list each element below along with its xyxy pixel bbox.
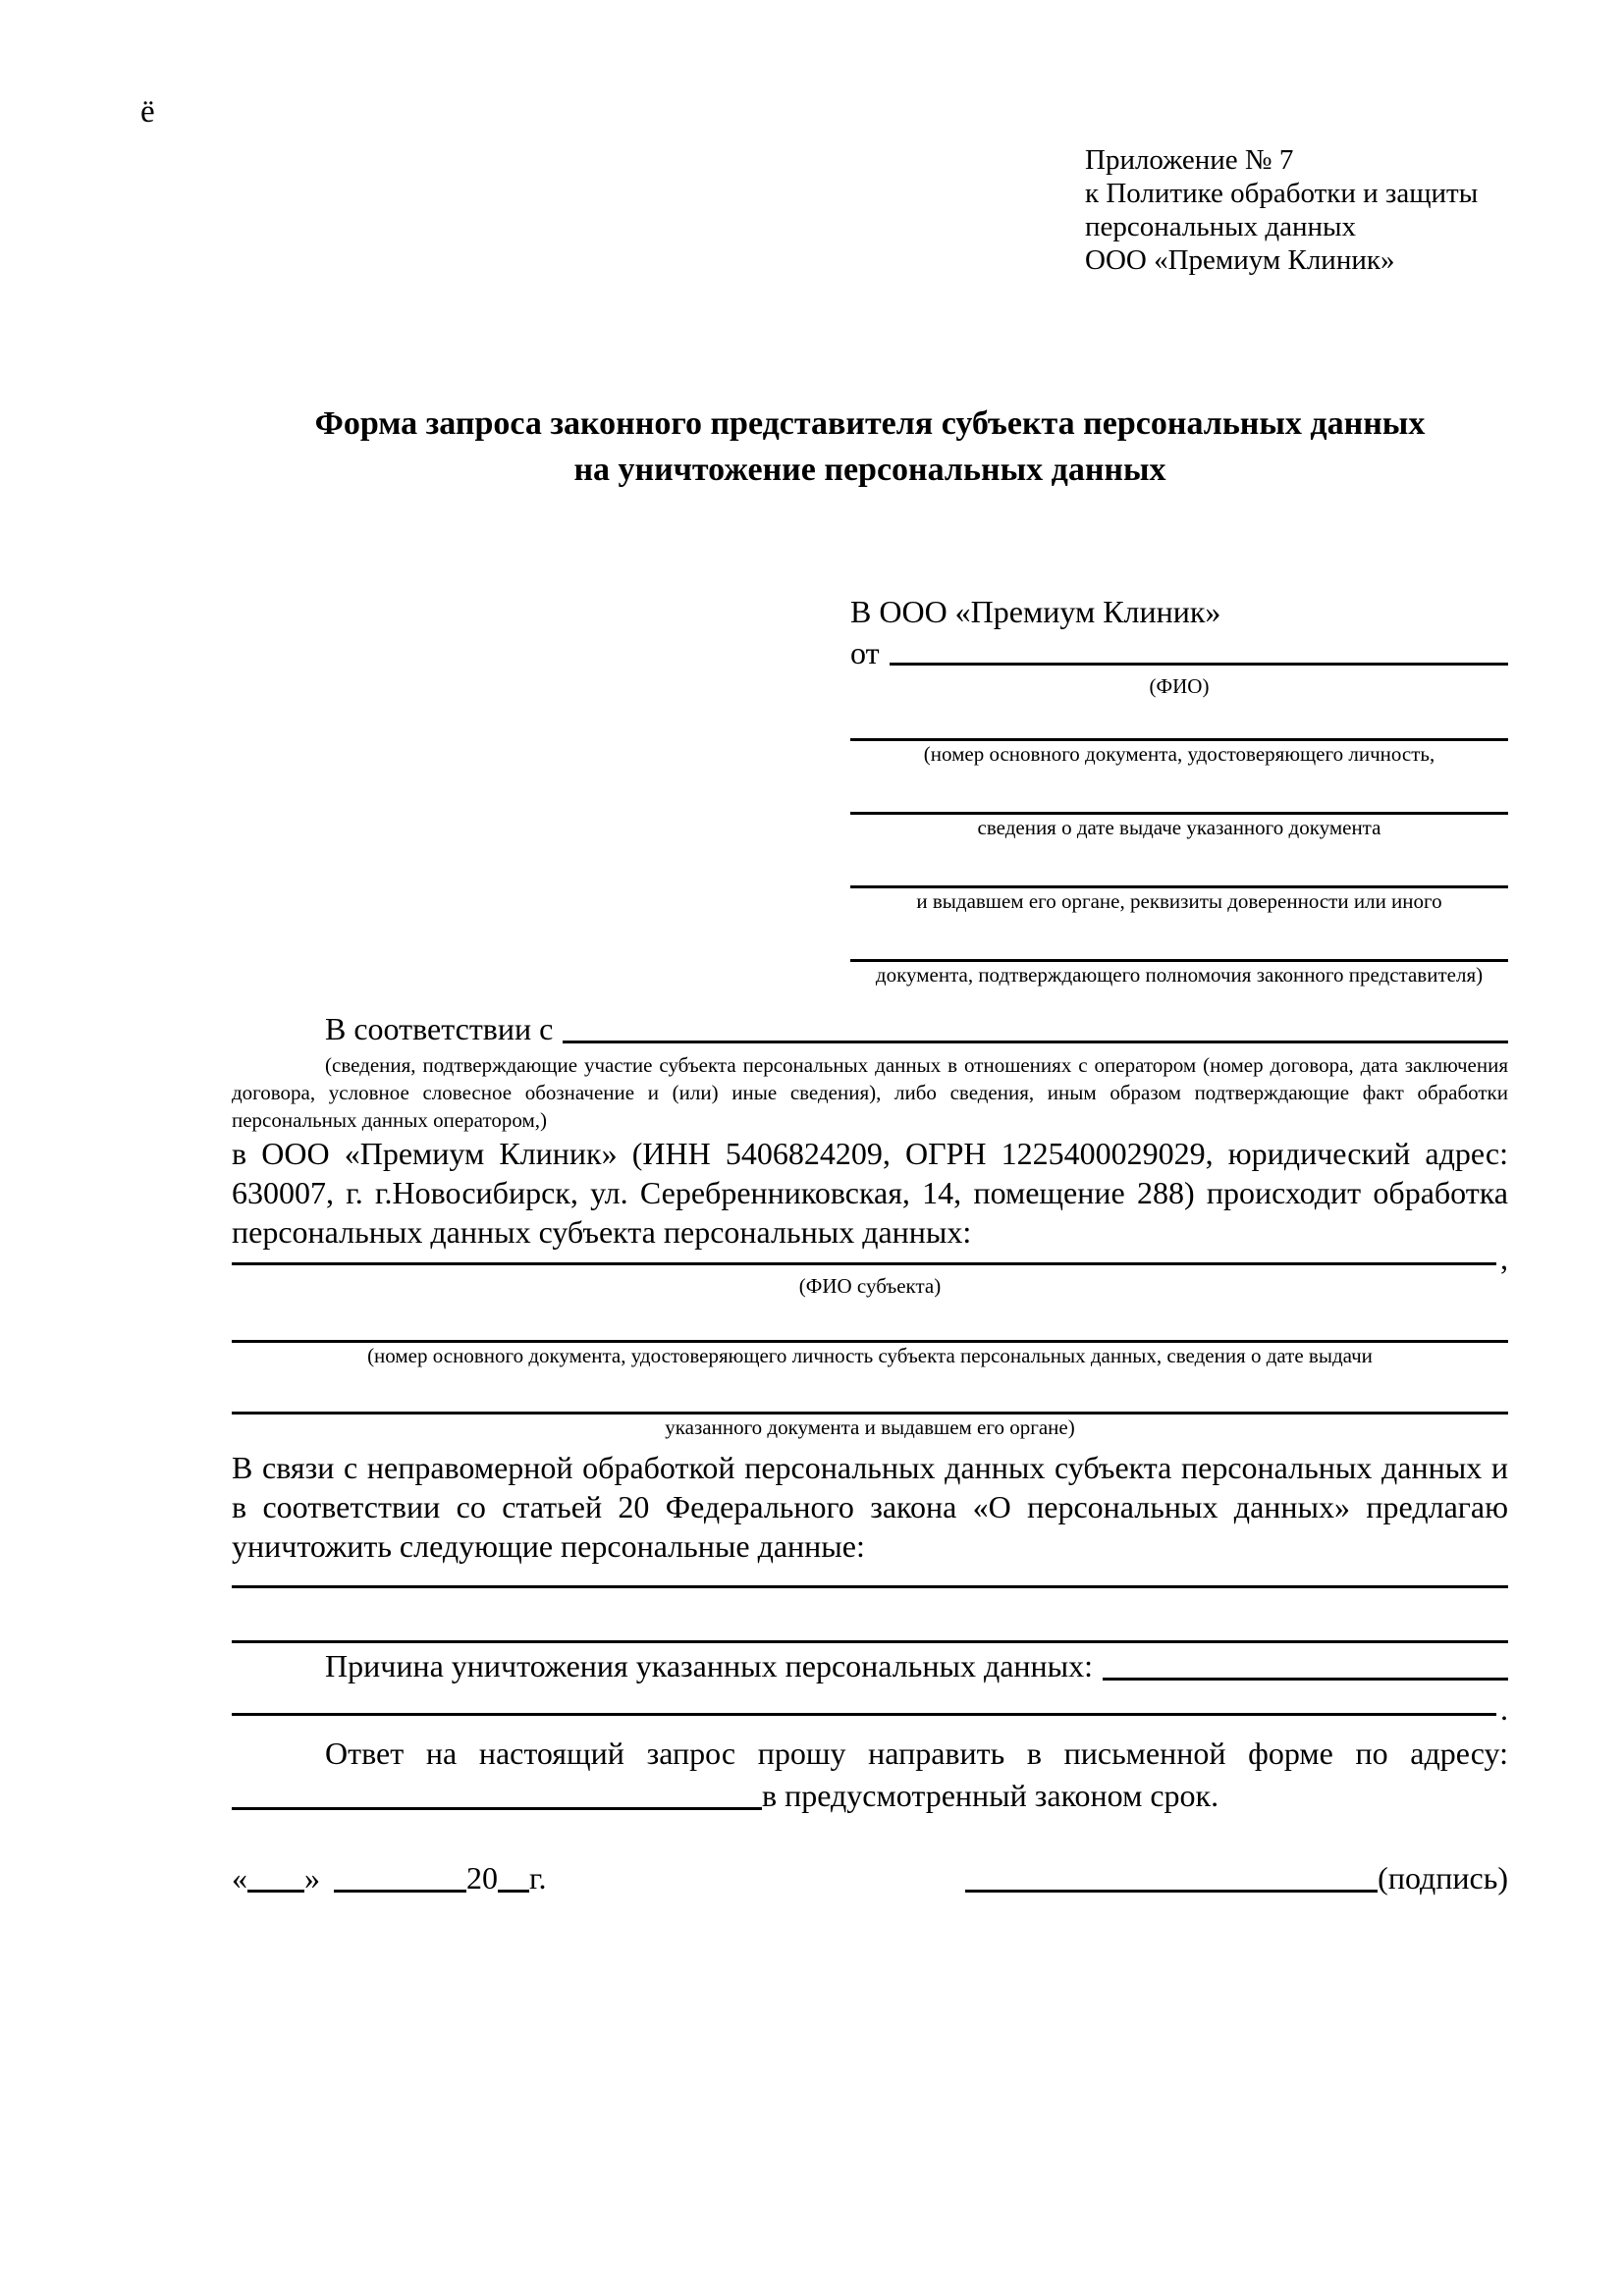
answer-paragraph: Ответ на настоящий запрос прошу направить в письменной форме по адресу:: [325, 1735, 1508, 1771]
subject-doc-caption: указанного документа и выдавшем его органе): [665, 1415, 1075, 1439]
doc-field-caption: сведения о дате выдаче указанного документа: [977, 816, 1381, 839]
line-period: .: [1500, 1691, 1508, 1727]
footer-row: [232, 1853, 1508, 1900]
accordance-blank-line: [563, 1041, 1508, 1043]
date-field: [232, 1855, 547, 1900]
accordance-row: [232, 1006, 1508, 1051]
day-blank-line: [247, 1890, 304, 1893]
reason-blank-line: [1103, 1678, 1508, 1681]
answer-address-line: [232, 1807, 762, 1810]
representative-doc-field: [850, 914, 1508, 988]
operator-paragraph: в ООО «Премиум Клиник» (ИНН 5406824209, ОГРН 1225400029029, юридический адрес: 630007, г. г.Новосибирск, ул. Серебренниковская, 14, помещение 288) происходит обработка персональных данных субъекта персональных данных:: [232, 1136, 1508, 1250]
doc-field-caption: и выдавшем его органе, реквизиты доверенности или иного: [916, 889, 1442, 913]
reason-row: [232, 1643, 1508, 1688]
subject-fio-line: [232, 1262, 1496, 1265]
representative-doc-field: [850, 840, 1508, 914]
subject-doc-line: [232, 1299, 1508, 1343]
year-suffix: г.: [529, 1860, 547, 1896]
doc-field-caption: (номер основного документа, удостоверяющего личность,: [923, 742, 1435, 766]
fio-caption: (ФИО): [1149, 674, 1210, 698]
reason-continuation-row: [232, 1688, 1508, 1727]
data-blank-line: [232, 1588, 1508, 1643]
from-fio-line: [890, 663, 1508, 666]
appendix-header-line: к Политике обработки и защиты: [1085, 178, 1479, 209]
appendix-header-line: Приложение № 7: [1085, 144, 1294, 176]
appendix-header-line: персональных данных: [1085, 211, 1357, 242]
reason-blank-line: [232, 1713, 1496, 1716]
doc-field-line: [850, 840, 1508, 888]
destruction-paragraph: В связи с неправомерной обработкой персональных данных субъекта персональных данных и в соответствии со статьей 20 Федерального закона «О персональных данных» предлагаю уничтожить следующие персональные данные:: [232, 1450, 1508, 1564]
appendix-header: [1085, 143, 1478, 277]
addressee-block: [850, 591, 1508, 988]
form-body: [232, 1006, 1508, 1818]
from-row: [850, 632, 1508, 673]
subject-fio-caption: (ФИО субъекта): [798, 1274, 942, 1298]
answer-tail: в предусмотренный законом срок.: [762, 1778, 1219, 1813]
subject-doc-caption: (номер основного документа, удостоверяющего личность субъекта персональных данных, сведения о дате выдачи: [367, 1344, 1373, 1367]
from-label: от: [850, 635, 880, 670]
signature-caption: (подпись): [1378, 1860, 1508, 1896]
appendix-header-line: ООО «Премиум Клиник»: [1085, 244, 1395, 276]
subject-fio-row: [232, 1241, 1508, 1276]
doc-field-line: [850, 767, 1508, 815]
form-title: [232, 400, 1508, 493]
line-comma: ,: [1500, 1241, 1508, 1276]
form-title-line2: на уничтожение персональных данных: [573, 452, 1166, 488]
doc-field-line: [850, 914, 1508, 962]
representative-doc-field: [850, 767, 1508, 840]
signature-field: [965, 1855, 1508, 1900]
year-prefix: 20: [466, 1860, 498, 1896]
doc-field-caption: документа, подтверждающего полномочия законного представителя): [875, 963, 1484, 987]
doc-field-line: [850, 699, 1508, 741]
day-quote-open: «: [232, 1860, 247, 1896]
form-title-line1: Форма запроса законного представителя субъекта персональных данных: [314, 405, 1426, 442]
accordance-label: В соответствии с: [325, 1011, 554, 1046]
corner-mark: ё: [140, 94, 155, 130]
reason-label: Причина уничтожения указанных персональных данных:: [325, 1648, 1094, 1683]
month-blank-line: [334, 1890, 466, 1893]
addressee-company: В ООО «Премиум Клиник»: [850, 594, 1221, 629]
day-quote-close: »: [304, 1860, 320, 1896]
accordance-note: (сведения, подтверждающие участие субъекта персональных данных в отношениях с оператором (номер договора, дата заключения договора, условное словесное обозначение и (или) иные сведения), либо сведения, иным образом подтверждающие факт обработки персональных данных оператором,): [232, 1053, 1508, 1132]
year-blank-line: [498, 1890, 529, 1893]
data-blank-line: [232, 1566, 1508, 1588]
answer-address-row: [232, 1773, 1508, 1818]
representative-doc-field: [850, 699, 1508, 767]
signature-line: [965, 1890, 1378, 1893]
subject-doc-line: [232, 1368, 1508, 1415]
